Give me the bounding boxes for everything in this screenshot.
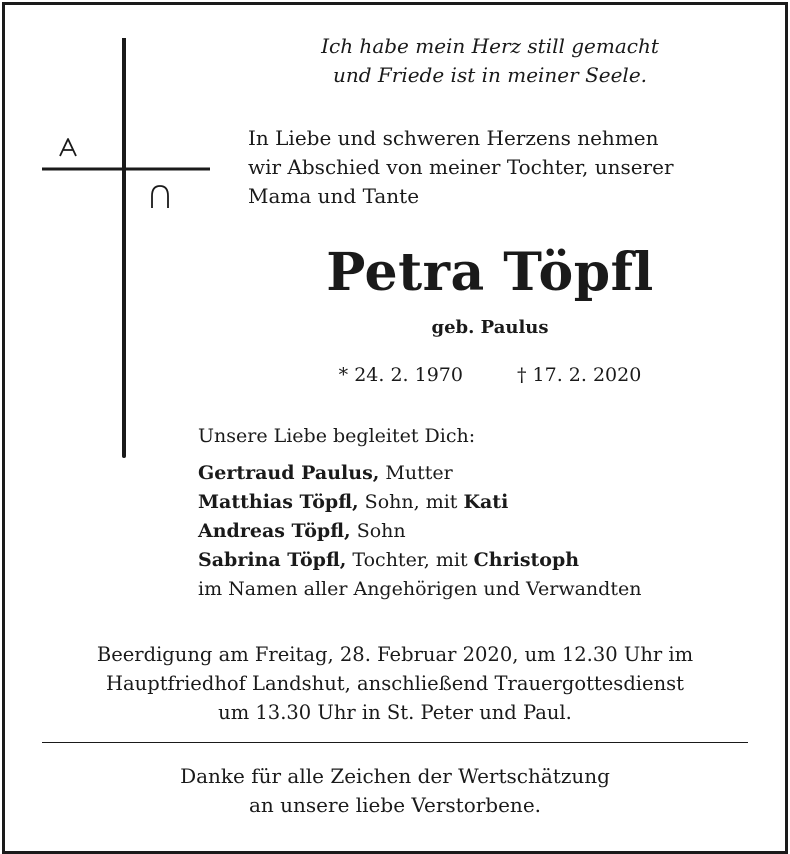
thanks-note [40, 762, 750, 820]
mourner-role: Mutter [379, 462, 453, 484]
omega-icon [152, 186, 168, 208]
cross-icon [40, 38, 212, 460]
thanks-line: Danke für alle Zeichen der Wertschätzung [180, 764, 610, 788]
intro-line: Mama und Tante [248, 184, 420, 208]
mourner-name: Andreas Töpfl, [198, 520, 351, 542]
deceased-name: Petra Töpfl [326, 242, 654, 303]
motto-line: und Friede ist in meiner Seele. [332, 63, 648, 87]
funeral-line: Beerdigung am Freitag, 28. Februar 2020, um 12.30 Uhr im [96, 643, 694, 666]
mourner-entry [198, 517, 758, 546]
mourner-partner: Christoph [473, 549, 580, 571]
mourners-closing: im Namen aller Angehörigen und Verwandten [198, 578, 642, 600]
motto [240, 32, 740, 90]
intro-text [248, 124, 768, 211]
mourner-name: Sabrina Töpfl, [198, 549, 347, 571]
mourner-name: Gertraud Paulus, [198, 462, 380, 484]
intro-line: wir Abschied von meiner Tochter, unserer [248, 155, 674, 179]
mourners-list [198, 422, 758, 604]
birth-date: * 24. 2. 1970 [338, 364, 463, 386]
alpha-icon [60, 139, 76, 156]
mourner-entry [198, 488, 758, 517]
mourner-entry [198, 546, 758, 575]
life-dates [240, 360, 740, 390]
funeral-info [40, 640, 750, 727]
mourner-role: Tochter, mit [346, 549, 474, 571]
mourner-role: Sohn [350, 520, 406, 542]
intro-line: In Liebe und schweren Herzens nehmen [248, 126, 659, 150]
thanks-line: an unsere liebe Verstorbene. [248, 793, 542, 817]
divider [42, 742, 748, 743]
mourner-name: Matthias Töpfl, [198, 491, 359, 513]
mourner-entry [198, 459, 758, 488]
birth-name: geb. Paulus [431, 317, 549, 338]
death-date: † 17. 2. 2020 [517, 364, 642, 386]
mourner-partner: Kati [463, 491, 509, 513]
motto-line: Ich habe mein Herz still gemacht [321, 34, 659, 58]
mourners-heading: Unsere Liebe begleitet Dich: [198, 425, 476, 447]
mourner-role: Sohn, mit [358, 491, 464, 513]
funeral-line: Hauptfriedhof Landshut, anschließend Trauergottesdienst [106, 672, 684, 695]
funeral-line: um 13.30 Uhr in St. Peter und Paul. [218, 701, 572, 724]
